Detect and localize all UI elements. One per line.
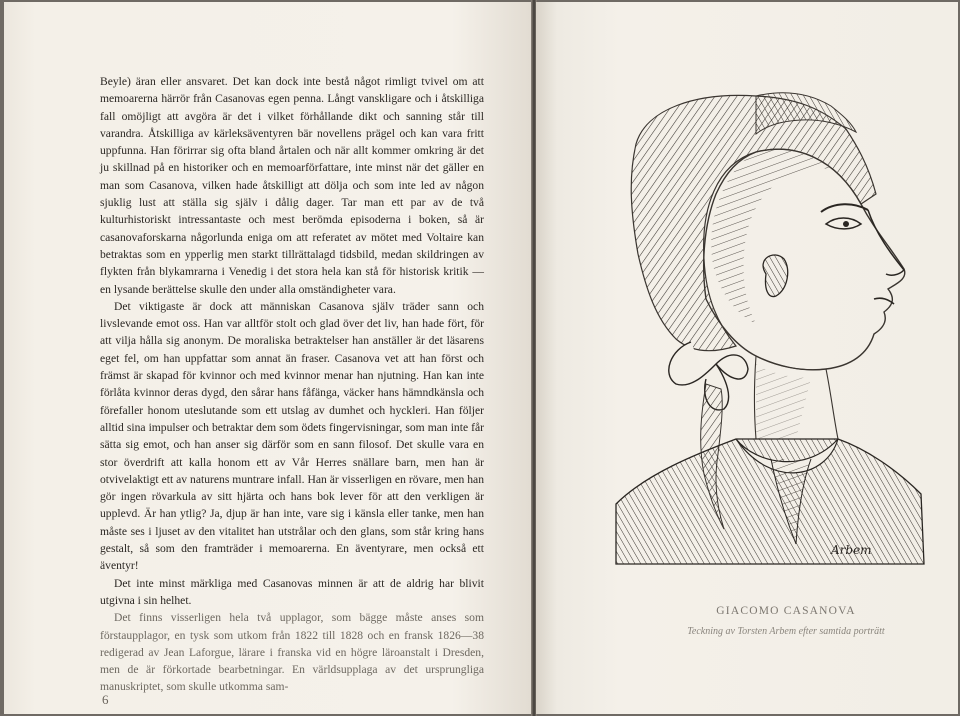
- body-text: [100, 73, 484, 696]
- coat-shape: [616, 439, 924, 564]
- paragraph-3: Det inte minst märkliga med Casanovas minnen är att de aldrig har blivit utgivna i sin helhet.: [100, 576, 484, 607]
- pupil-mark: [843, 221, 849, 227]
- left-page: [4, 2, 532, 714]
- right-page: [536, 2, 958, 714]
- caption-title: GIACOMO CASANOVA: [716, 605, 856, 617]
- paragraph-2: Det viktigaste är dock att människan Casanova själv träder sann och livslevande emot oss. Han var alltför stolt och glad över det liv, han hade fört, för att vilja hålla sig anonym. De moraliska betraktelser han anställer är det läsarens eget fel, om han uppfattar som annat än fraser. Casanova vet att han först och främst är skapad för kvinnor och med kvinnor menar han njutning. Han kan inte förlåta kvinnor deras dygd, den sårar hans fåfänga, väcker hans hämndkänsla och förefaller honom uteslutande som ett utslag av dumhet och hyckleri. Han följer alltid sina impulser och betraktar dem som ödets fingervisningar, som man inte får sätta sig emot, och han anser sig därför som en sann filosof. Det skulle vara en stor överdrift att kalla honom ett av Vår Herres snällare barn, men han är otvivelaktigt ett av naturens muntrare infall. Han är visserligen en rövare, men han gör ingen rövarkula av sitt hjärta och hans bok lever för att den verkligen är upplevd. Är han ytlig? Ja, djup är han inte, vare sig i känsla eller tanke, men han måste ses i ljuset av den vitalitet han utstrålar och den glans, som står kring hans gestalt, så som den framträder i memoarerna. En äventyrare, men också ett äventyr!: [100, 299, 484, 573]
- ear-mark: [763, 255, 788, 297]
- hair-shape: [631, 95, 876, 350]
- caption-credit: Teckning av Torsten Arbem efter samtida porträtt: [687, 626, 885, 637]
- portrait-illustration: [606, 84, 926, 574]
- neck-hatching: [756, 364, 811, 439]
- page-number: 6: [102, 692, 109, 707]
- paragraph-4: Det finns visserligen hela två upplagor, som bägge måste anses som förstaupplagor, en tysk som utkom från 1822 till 1828 och en fransk 1826—38 redigerad av Jean Laforgue, lärare i franska vid en högre läroanstalt i Dresden, men de är förkortade bearbetningar. En världsupplaga av det ursprungliga manuskriptet, som skulle utkomma sam-: [100, 611, 484, 694]
- paragraph-1: Beyle) äran eller ansvaret. Det kan dock inte bestå något rimligt tvivel om att memoarerna härrör från Casanovas egen penna. Långt vanskligare och i åtskilliga fall omöjligt att avgöra är det i vilket förhållande dikt och sanning står till varandra. Åtskilliga av kärleksäventyren bär novellens prägel och kan vara fritt uppfunna. Han förirrar sig ofta bland årtalen och när allt kommer omkring är det ju skillnad på en historiker och en memoarförfattare, inte minst när det gäller en man som Casanova, vilken hade åtskilligt att dölja och som inte led av någon sjuklig lust att ställa sig själv i dålig dager. Tar man ett par av de två kulturhistoriskt intressantaste och mest berömda episoderna i boken, så är casanovaforskarna någorlunda eniga om att referatet av mötet med Voltaire kan betraktas som en ypperlig men starkt tillrättalagd tidsbild, medan skildringen av flykten från blykamrarna i Venedig i det stora hela kan stå för historisk kritik — en lysande berättelse skulle den under alla omständigheter vara.: [100, 75, 484, 296]
- artist-signature: Arbem: [831, 543, 872, 557]
- head-hatching: [711, 150, 831, 324]
